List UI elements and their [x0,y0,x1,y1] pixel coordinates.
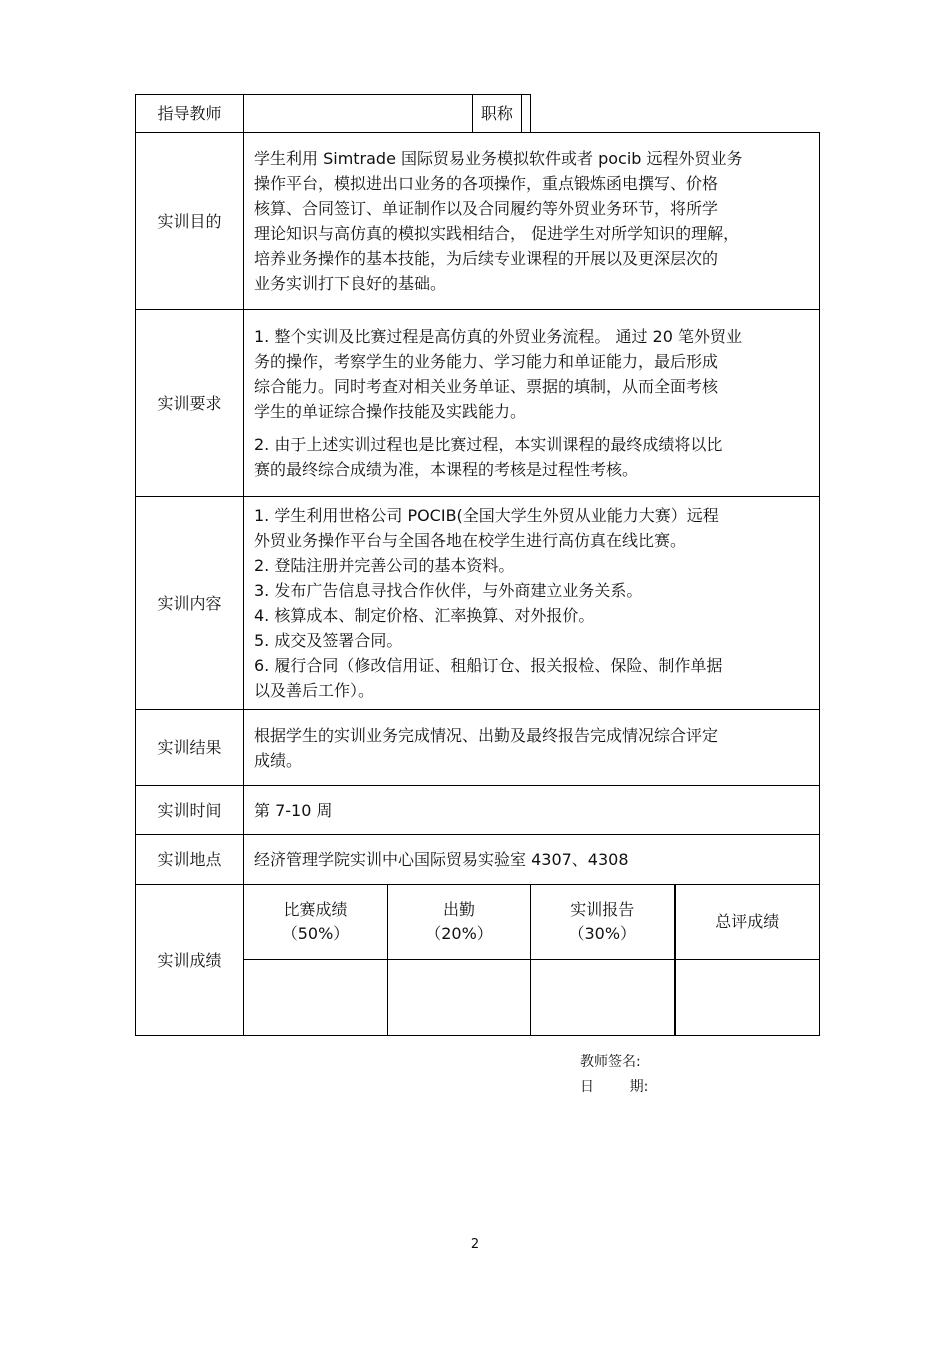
instructor-row [136,95,820,133]
requirements-label: 实训要求 [136,310,244,497]
content-label: 实训内容 [136,497,244,710]
requirements-line: 综合能力。同时考查对相关业务单证、票据的填制，从而全面考核 [254,377,719,396]
score-header-name: 出勤 [442,900,475,919]
location-value: 经济管理学院实训中心国际贸易实验室 4307、4308 [244,835,820,885]
objective-line: 理论知识与高仿真的模拟实践相结合， 促进学生对所学知识的理解， [254,224,740,243]
requirements-line: 1. 整个实训及比赛过程是高仿真的外贸业务流程。 通过 20 笔外贸业 [254,327,742,346]
requirements-line: 学生的单证综合操作技能及实践能力。 [254,402,527,421]
score-header-name: 比赛成绩 [283,900,348,919]
training-form-table [135,94,820,1036]
result-row [136,710,820,786]
objective-line: 核算、合同签订、单证制作以及合同履约等外贸业务环节，将所学 [254,199,719,218]
requirements-line: 务的操作，考察学生的业务能力、学习能力和单证能力，最后形成 [254,352,719,371]
result-content [244,710,820,786]
requirements-line: 赛的最终综合成绩为准，本课程的考核是过程性考核。 [254,460,639,479]
instructor-label: 指导教师 [136,95,244,133]
scores-header-row [136,885,820,960]
content-item: 外贸业务操作平台与全国各地在校学生进行高仿真在线比赛。 [254,531,687,550]
score-value-report [531,960,675,1036]
content-item: 4. 核算成本、制定价格、汇率换算、对外报价。 [254,606,595,625]
result-line: 根据学生的实训业务完成情况、出勤及最终报告完成情况综合评定 [254,725,719,745]
score-value-competition [244,960,388,1036]
page-number: 2 [470,1237,480,1252]
date-label: 日 期: [580,1079,649,1095]
scores-label: 实训成绩 [136,885,244,1036]
location-label: 实训地点 [136,835,244,885]
score-header-attendance [388,885,531,960]
objective-line: 操作平台，模拟进出口业务的各项操作，重点锻炼函电撰写、价格 [254,174,719,193]
score-header-name: 实训报告 [570,900,635,919]
objective-line: 业务实训打下良好的基础。 [254,274,447,293]
requirements-paragraph-2 [254,432,811,482]
score-header-weight: （30%） [568,924,637,943]
requirements-line: 2. 由于上述实训过程也是比赛过程，本实训课程的最终成绩将以比 [254,435,723,454]
objective-paragraph [254,146,811,296]
instructor-name-field [244,95,473,132]
content-item: 5. 成交及签署合同。 [254,631,403,650]
requirements-content [244,310,820,497]
content-item: 6. 履行合同（修改信用证、租船订仓、报关报检、保险、制作单据 [254,656,723,675]
content-item: 以及善后工作）。 [254,681,375,700]
time-value: 第 7-10 周 [244,786,820,835]
score-header-total [675,885,820,960]
requirements-paragraph-1 [254,324,811,424]
instructor-value [244,95,531,133]
objective-label: 实训目的 [136,133,244,310]
score-header-competition [244,885,388,960]
content-item: 1. 学生利用世格公司 POCIB(全国大学生外贸从业能力大赛）远程 [254,506,719,525]
job-title-value [522,95,530,132]
objective-row [136,133,820,310]
score-value-attendance [388,960,531,1036]
teacher-signature-label: 教师签名: [580,1054,641,1070]
job-title-label: 职称 [473,95,522,132]
result-label: 实训结果 [136,710,244,786]
time-row [136,786,820,835]
content-list [244,497,820,710]
score-header-name: 总评成绩 [715,912,780,931]
objective-line: 培养业务操作的基本技能，为后续专业课程的开展以及更深层次的 [254,249,719,268]
score-value-total [675,960,820,1036]
location-row [136,835,820,885]
content-item: 2. 登陆注册并完善公司的基本资料。 [254,556,515,575]
result-line: 成绩。 [254,750,303,770]
objective-line: 学生利用 Simtrade 国际贸易业务模拟软件或者 pocib 远程外贸业务 [254,149,743,168]
requirements-row [136,310,820,497]
content-item: 3. 发布广告信息寻找合作伙伴，与外商建立业务关系。 [254,581,643,600]
score-header-weight: （50%） [281,924,350,943]
content-row [136,497,820,710]
score-header-report [531,885,675,960]
time-label: 实训时间 [136,786,244,835]
objective-content [244,133,820,310]
score-header-weight: （20%） [425,924,493,943]
